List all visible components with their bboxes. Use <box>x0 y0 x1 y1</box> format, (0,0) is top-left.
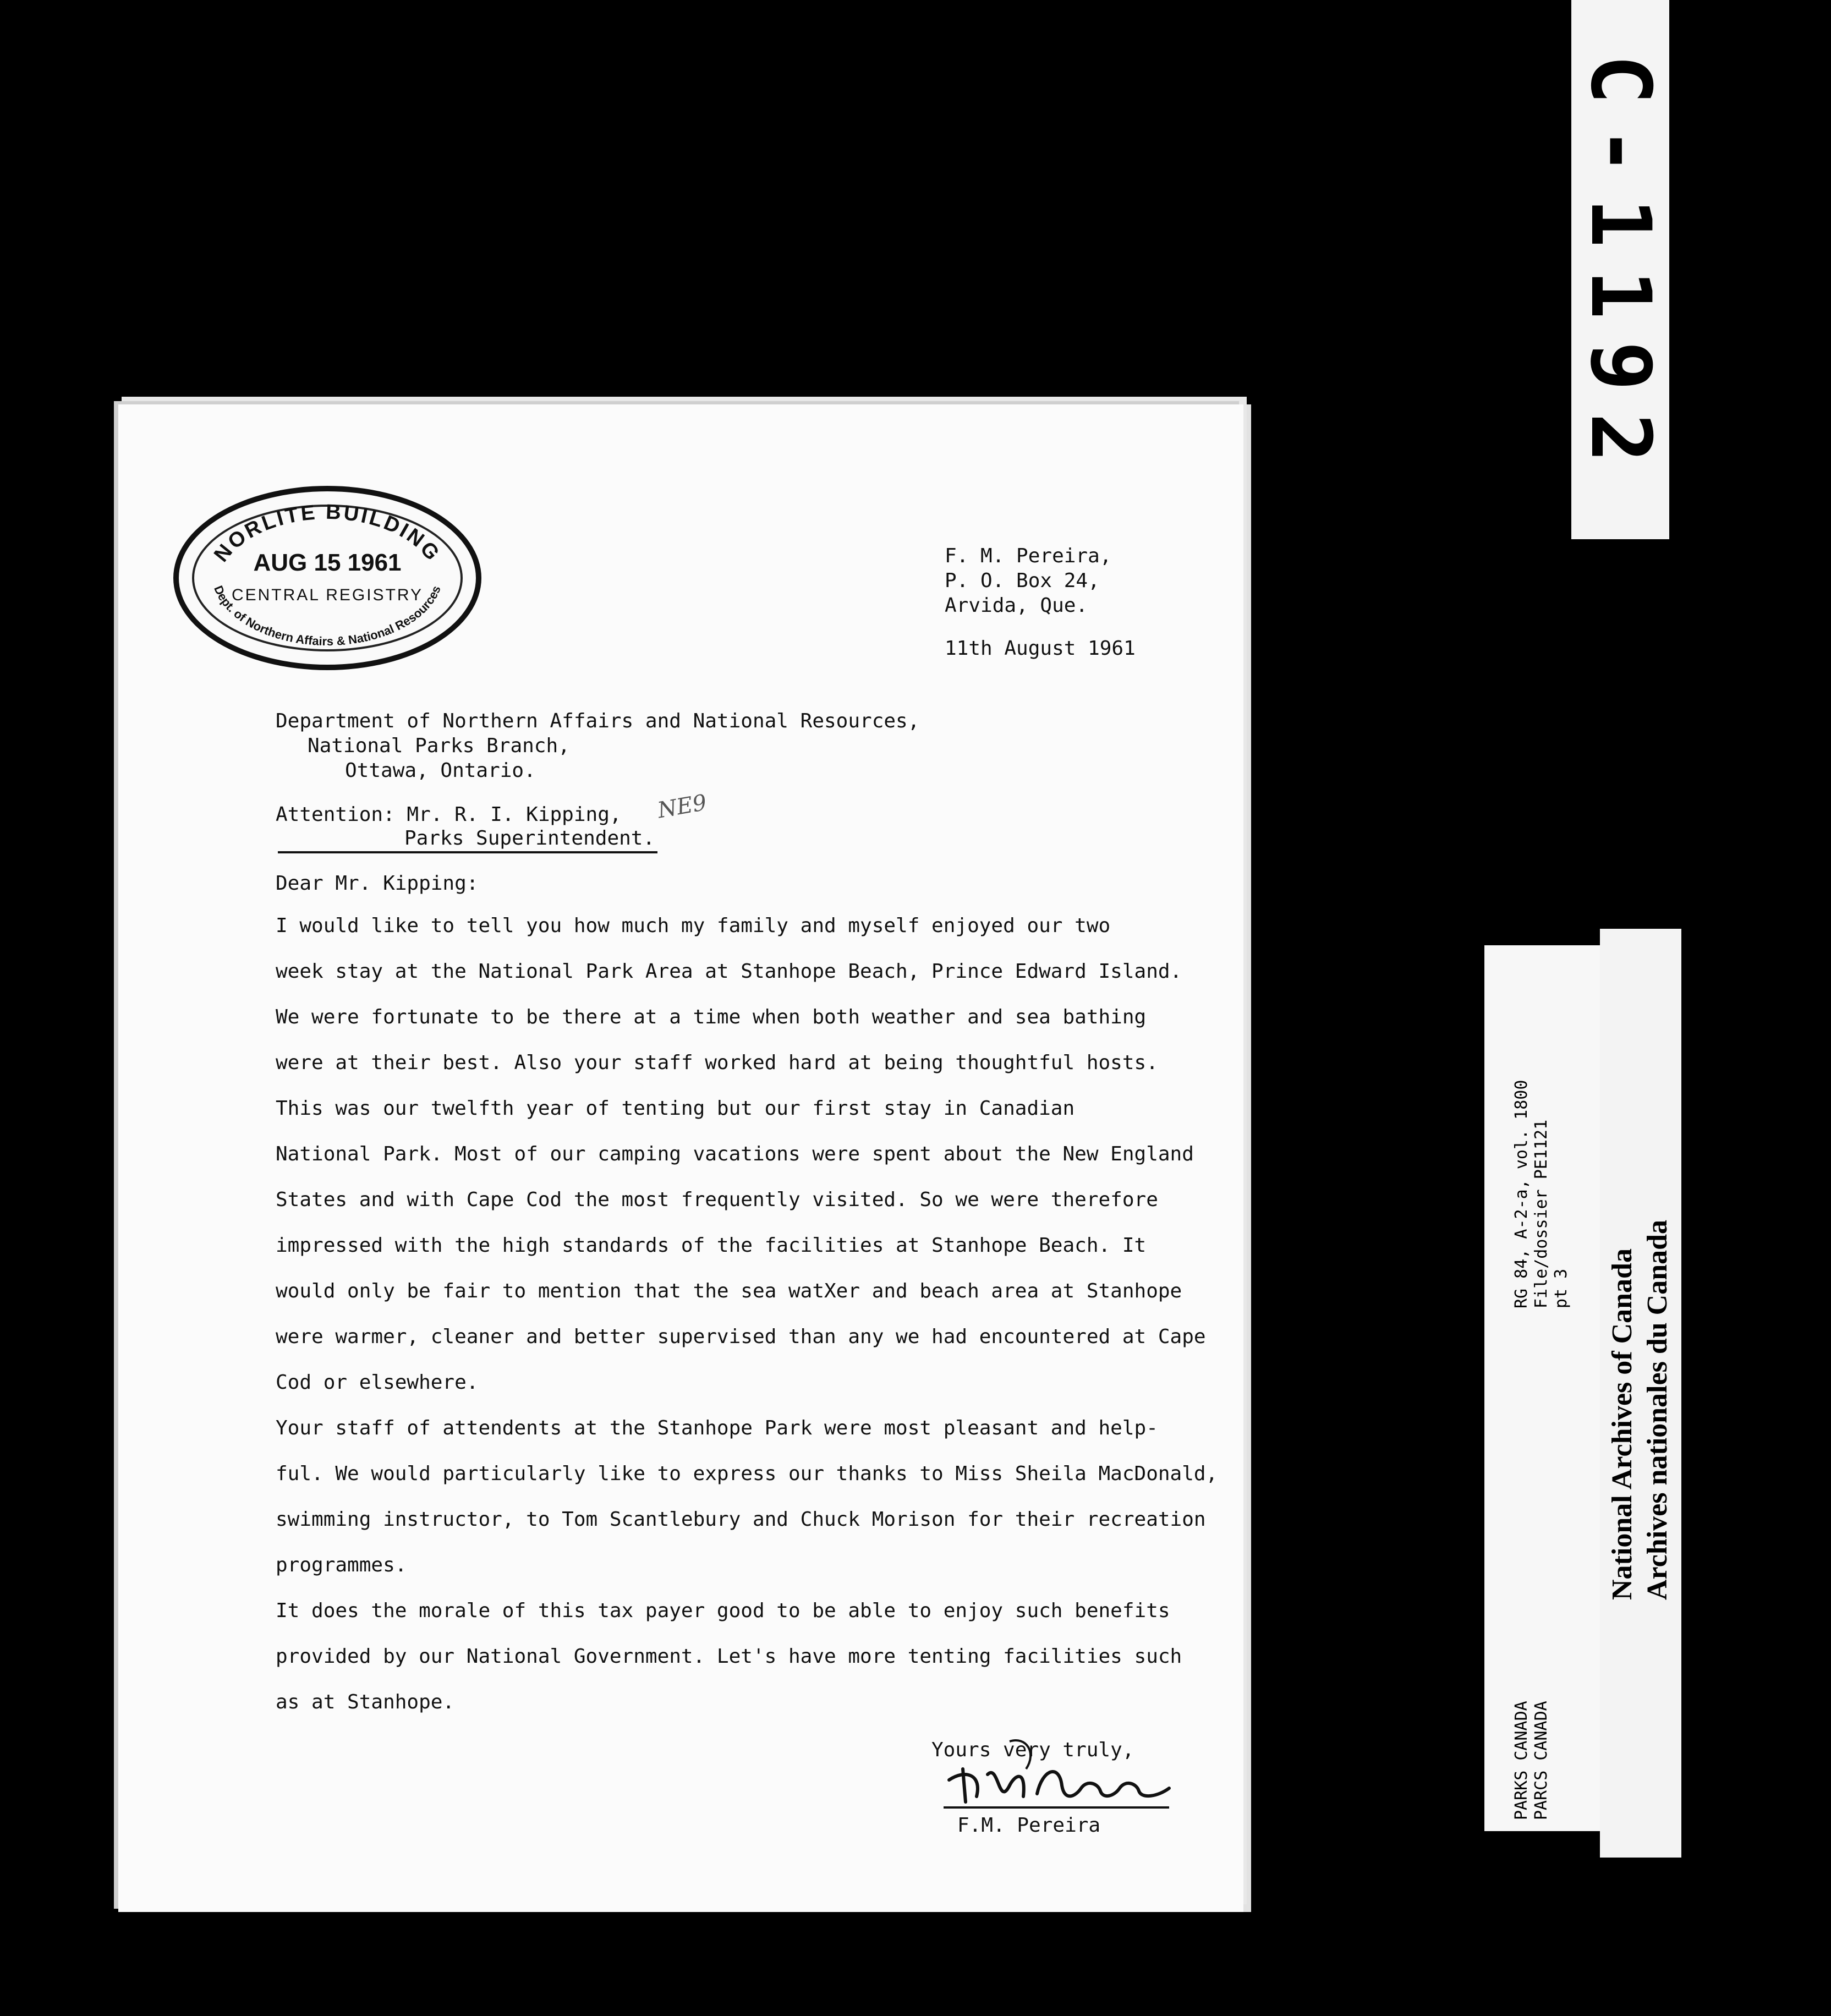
archives-english: National Archives of Canada <box>1607 1248 1638 1600</box>
letter-page <box>118 404 1243 1912</box>
stamp-building: NORLITE BUILDING <box>210 500 445 567</box>
frame-number: C-1192 <box>1572 54 1668 485</box>
stamp-arc-text <box>179 491 476 665</box>
body-line: swimming instructor, to Tom Scantlebury and Chuck Morison for their recreation <box>276 1508 1206 1531</box>
sender-city: Arvida, Que. <box>945 594 1088 617</box>
body-line: provided by our National Government. Let's have more tenting facilities such <box>276 1645 1182 1668</box>
signature-typed-name: F.M. Pereira <box>957 1814 1101 1837</box>
body-line: I would like to tell you how much my family and myself enjoyed our two <box>276 914 1111 937</box>
attention-line: Attention: Mr. R. I. Kipping, <box>276 803 622 826</box>
body-line: ful. We would particularly like to express our thanks to Miss Sheila MacDonald, <box>276 1462 1218 1485</box>
frame-number-strip <box>1571 0 1669 539</box>
body-line: were at their best. Also your staff worked hard at being thoughtful hosts. <box>276 1051 1158 1074</box>
stamp-date: AUG 15 1961 <box>253 549 402 576</box>
letter-date: 11th August 1961 <box>945 637 1136 660</box>
archives-french: Archives nationales du Canada <box>1642 1219 1673 1600</box>
archive-ref-line1: RG 84, A-2-a, vol. 1800 <box>1512 1080 1531 1308</box>
body-line: would only be fair to mention that the sea watXer and beach area at Stanhope <box>276 1280 1182 1302</box>
body-line: States and with Cape Cod the most frequently visited. So we were therefore <box>276 1188 1158 1211</box>
stamp-department: Dept. of Northern Affairs & National Resources <box>211 583 443 649</box>
national-archives-label <box>1600 929 1681 1858</box>
parks-canada-fr: PARCS CANADA <box>1532 1701 1551 1820</box>
handwritten-annotation: NE9 <box>655 790 709 824</box>
archive-reference-label <box>1484 945 1611 1831</box>
registry-stamp <box>173 486 481 670</box>
recipient-branch: National Parks Branch, <box>308 735 570 757</box>
closing: Yours very truly, <box>931 1739 1134 1761</box>
body-line: were warmer, cleaner and better supervised than any we had encountered at Cape <box>276 1325 1206 1348</box>
recipient-department: Department of Northern Affairs and National Resources, <box>276 710 920 732</box>
body-line: Cod or elsewhere. <box>276 1371 479 1394</box>
body-line: This was our twelfth year of tenting but our first stay in Canadian <box>276 1097 1075 1120</box>
parks-canada-en: PARKS CANADA <box>1512 1701 1531 1820</box>
sender-box: P. O. Box 24, <box>945 569 1100 592</box>
salutation: Dear Mr. Kipping: <box>276 872 479 895</box>
body-line: as at Stanhope. <box>276 1691 455 1713</box>
archive-ref-line2: File/dossier PE1121 <box>1532 1119 1551 1308</box>
attention-underline <box>278 851 657 853</box>
body-line: impressed with the high standards of the facilities at Stanhope Beach. It <box>276 1234 1147 1257</box>
body-line: week stay at the National Park Area at Stanhope Beach, Prince Edward Island. <box>276 960 1182 983</box>
signature-scrawl <box>933 1736 1186 1818</box>
stamp-registry: CENTRAL REGISTRY <box>231 586 424 604</box>
archive-ref-line3: pt 3 <box>1552 1268 1571 1308</box>
body-line: Your staff of attendents at the Stanhope Park were most pleasant and help- <box>276 1417 1158 1439</box>
body-line: programmes. <box>276 1554 407 1576</box>
body-line: We were fortunate to be there at a time when both weather and sea bathing <box>276 1006 1147 1028</box>
attention-title: Parks Superintendent. <box>404 827 655 850</box>
body-line: National Park. Most of our camping vacations were spent about the New England <box>276 1143 1194 1165</box>
body-line: It does the morale of this tax payer good to be able to enjoy such benefits <box>276 1599 1170 1622</box>
sender-name: F. M. Pereira, <box>945 545 1112 567</box>
recipient-city: Ottawa, Ontario. <box>345 759 536 782</box>
